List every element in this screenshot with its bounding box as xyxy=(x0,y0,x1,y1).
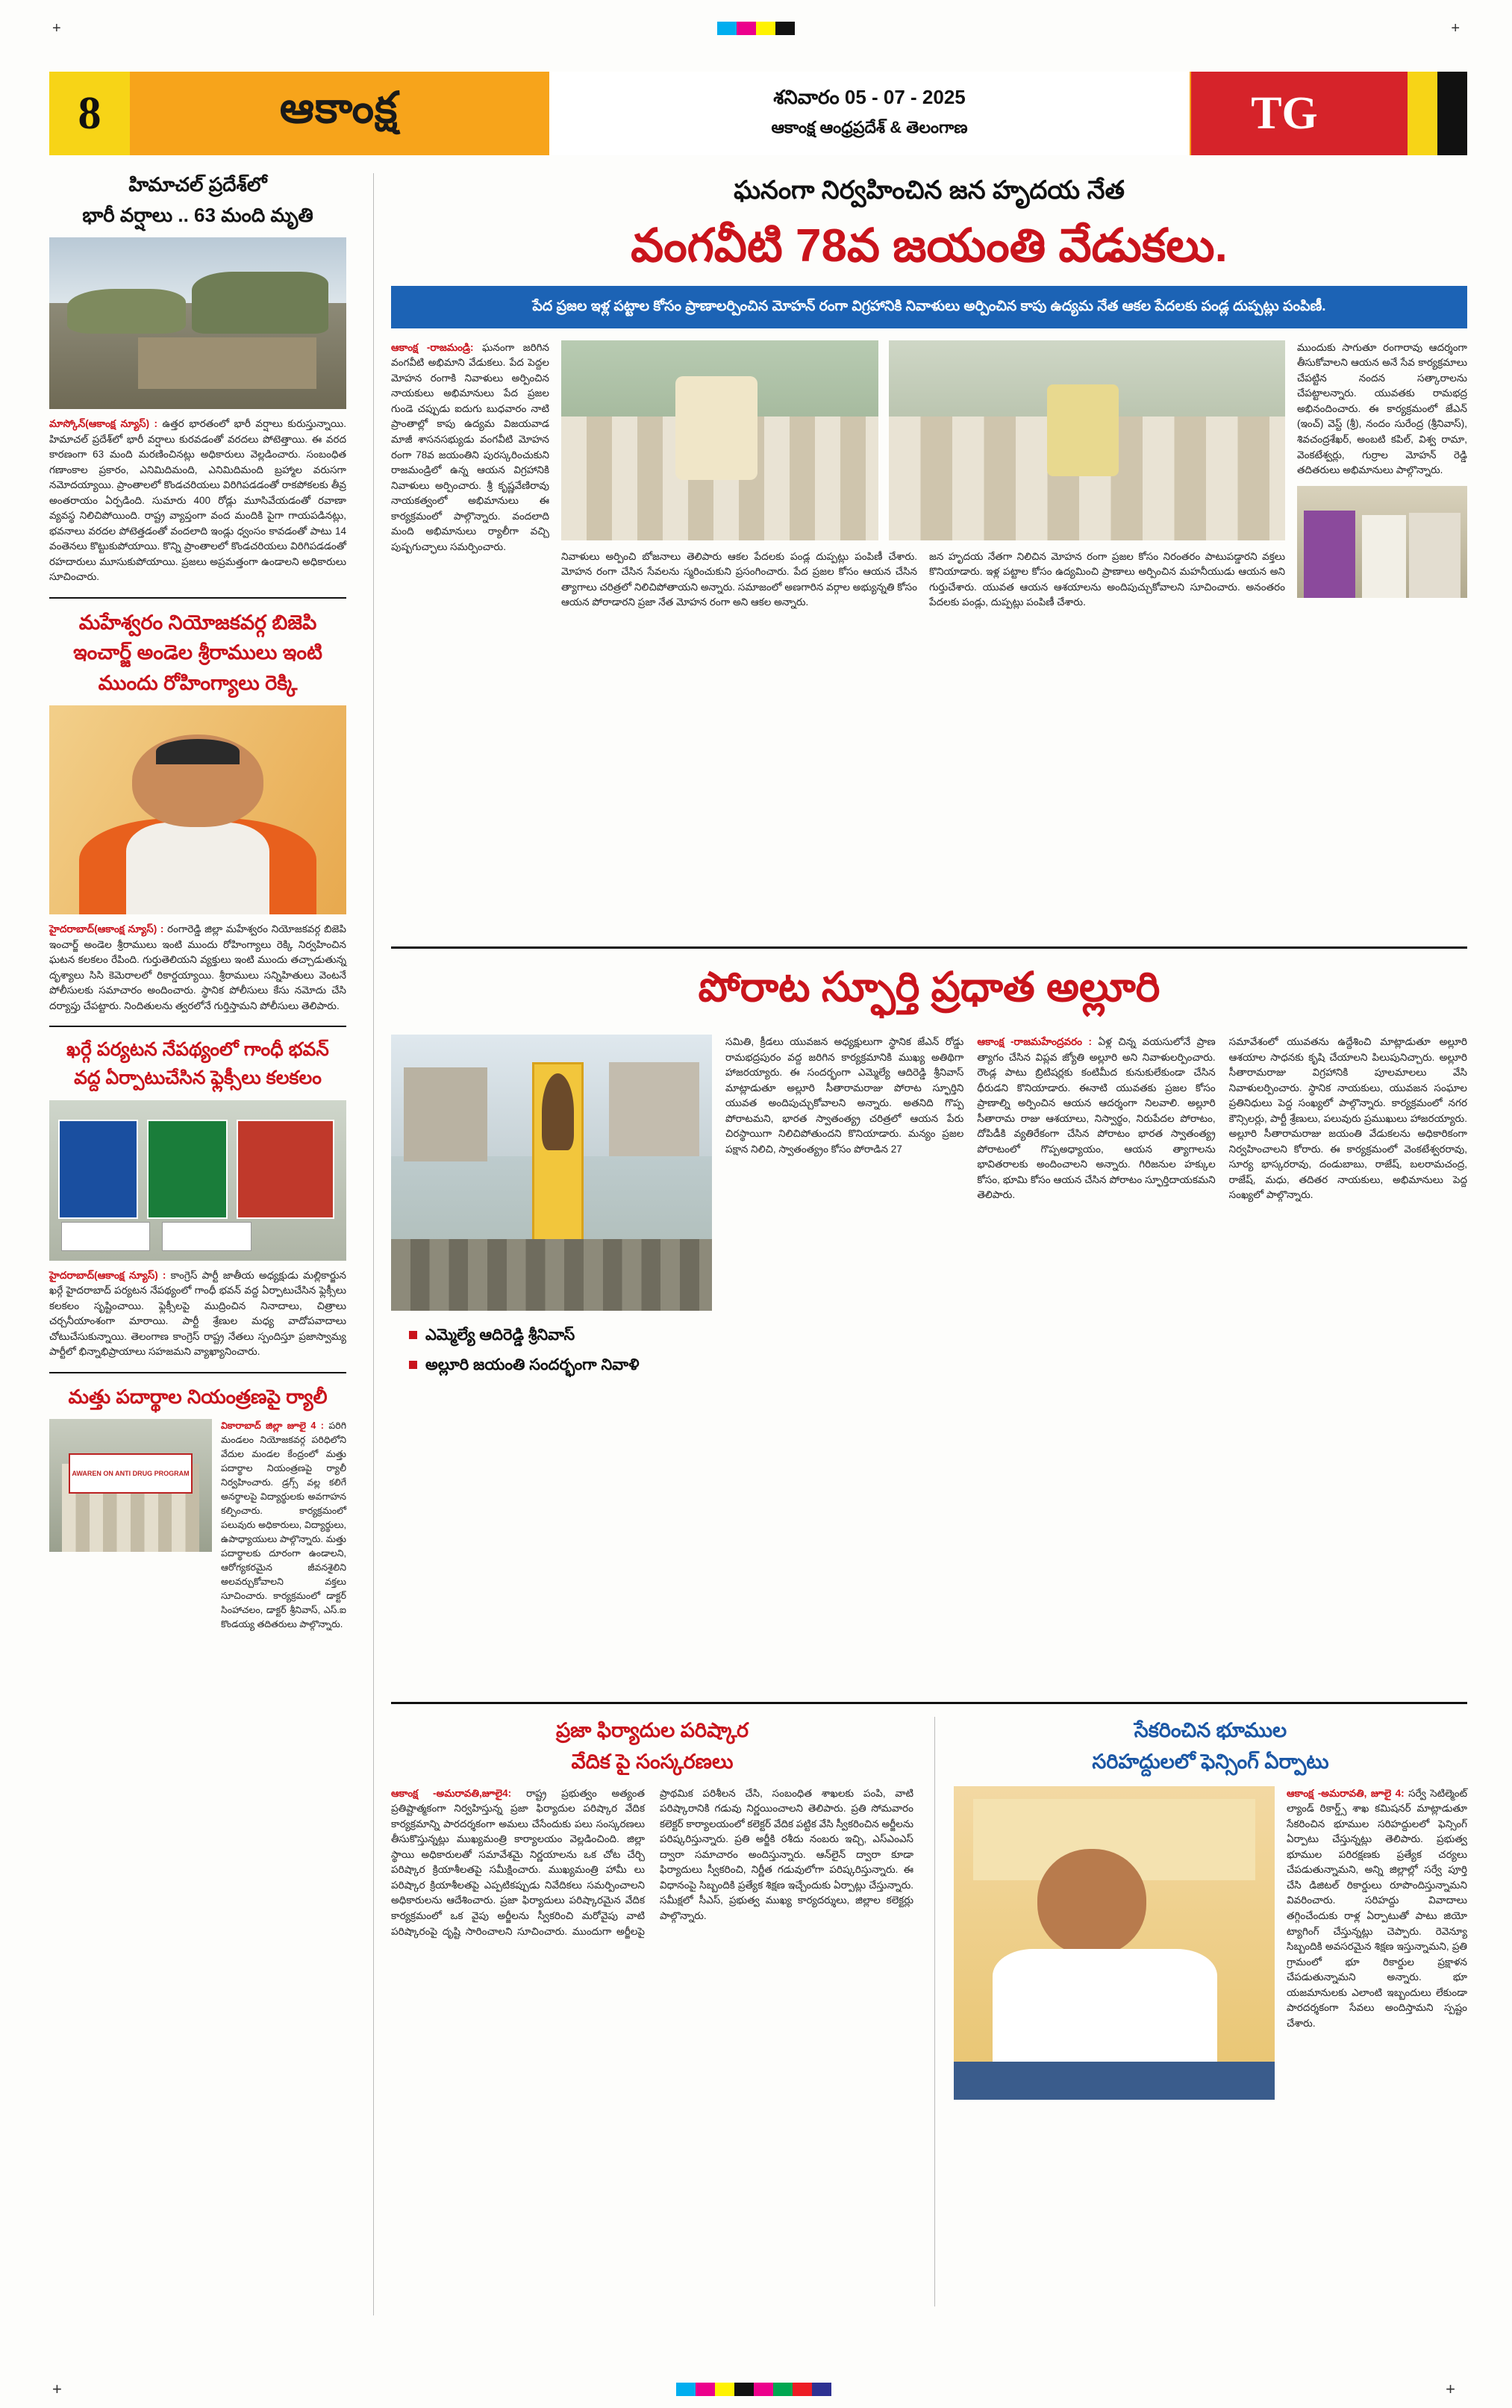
story-gandhi-bhavan-flex xyxy=(49,1038,346,1360)
story-rally-body-top xyxy=(221,1419,346,1632)
feature-col-2 xyxy=(977,1035,1215,1385)
grievance-headline-1: ప్రజా ఫిర్యాదుల పరిష్కార xyxy=(555,1719,749,1741)
feature-byline: ఆకాంక్ష -రాజమహేంద్రవరం : xyxy=(977,1036,1092,1047)
feature-col-1 xyxy=(725,1035,963,1385)
lead-col-1-text: ఘనంగా జరిగిన వంగవీటి అభిమాని వేడుకలు. పేద పెద్దల మోహన రంగాకి నివాళులు అర్పించిన నాయకులు అభిమానులు పేద ప్రజల గుండె చప్పుడు ఐదుగు బుధవారం నాటి ప్రాంతాల్లో కాపు ఉద్యమ విజయవాడ మాజీ శాసనసభ్యుడు వంగవీటి మోహన రంగా 78వ జయంతిని పురస్కరించుకుని రాజమండ్రిలో ఉన్న ఆయన విగ్రహానికి నివాళులు అర్పించారు. శ్రీ కృష్ణవేణిరావు నాయకత్వంలో అభిమానులు ఈ కార్యక్రమంలో పాల్గొన్నారు. వందలాది మంది అభిమానులు ర్యాలీగా వచ్చి పుష్పగుచ్ఛాలు సమర్పించారు. xyxy=(391,341,549,552)
story-flex-body xyxy=(49,1268,346,1360)
newspaper-logo xyxy=(130,72,548,155)
story-himachal-headline-2: భారీ వర్షాలు .. 63 మంది మృతి xyxy=(82,204,313,227)
fencing-body xyxy=(1287,1786,1467,2100)
masthead xyxy=(49,72,1467,155)
feature-alluri xyxy=(391,963,1467,1385)
fencing-headline-2: సరిహద్దులలో ఫెన్సింగ్ ఏర్పాటు xyxy=(1092,1750,1329,1774)
story-bjp-headline-2: ఇంచార్జ్ అండెల శ్రీరాములు ఇంటి xyxy=(73,641,322,664)
story-himachal-headline-1: హిమాచల్ ప్రదేశ్‌లో xyxy=(128,173,267,196)
story-flex-headline-1: ఖర్గే పర్యటన నేపథ్యంలో గాంధీ భవన్ xyxy=(66,1039,329,1061)
rally-banner-text: AWAREN ON ANTI DRUG PROGRAM xyxy=(72,1469,190,1477)
bjp-leader-portrait xyxy=(49,705,346,914)
anti-drug-rally-photo xyxy=(49,1419,212,1552)
story-bjp-headline-3: ముందు రోహింగ్యాలు రెక్కి xyxy=(98,671,298,694)
story-bjp-recce xyxy=(49,609,346,1014)
story-rally-byline: వికారాబాద్ జిల్లా జూలై 4 : xyxy=(221,1420,324,1431)
fencing-byline: ఆకాంక్ష -అమరావతి, జూలై 4: xyxy=(1287,1787,1405,1799)
story-land-fencing xyxy=(954,1717,1467,2100)
alluri-statue-procession-photo xyxy=(391,1035,712,1311)
feature-bullet-1: ఎమ్మెల్యే ఆదిరెడ్డి శ్రీనివాస్ xyxy=(409,1324,712,1347)
region-code: TG xyxy=(1191,72,1378,155)
story-rally-headline: మత్తు పదార్థాల నియంత్రణపై ర్యాలీ xyxy=(68,1385,328,1408)
left-column xyxy=(49,172,346,1632)
lead-byline: ఆకాంక్ష -రాజమండ్రి: xyxy=(391,341,474,353)
logo-text: ఆకాంక్ష xyxy=(279,84,399,132)
feature-bullet-2: అల్లూరి జయంతి సందర్భంగా నివాళి xyxy=(409,1354,712,1376)
color-registration-chips xyxy=(1378,72,1467,155)
story-anti-drug-rally xyxy=(49,1384,346,1632)
lead-subhead: పేద ప్రజల ఇళ్ల పట్టాల కోసం ప్రాణాలర్పించిన మోహన్ రంగా విగ్రహానికి నివాళులు అర్పించిన కాపు ఉద్యమ నేత ఆకల పేదలకు పండ్ల దుప్పట్లు పంపిణీ. xyxy=(391,286,1467,328)
lead-col-1 xyxy=(391,340,549,611)
grievance-text: రాష్ట్ర ప్రభుత్వం అత్యంత ప్రతిష్టాత్మకంగా నిర్వహిస్తున్న ప్రజా ఫిర్యాదుల పరిష్కార వేదిక కార్యక్రమాన్ని పారదర్శకంగా అమలు చేసేందుకు పలు సంస్కరణలు తీసుకొస్తున్నట్లు ముఖ్యమంత్రి కార్యాలయం వెల్లడించింది. జిల్లా స్థాయి అధికారులతో సమావేశమై నిర్ణయాలను ఒక చోట చేర్చి పరిష్కార క్రియాశీలతపై సమీక్షించారు. ముఖ్యమంత్రి హామీ లు పరిష్కార క్రియాశీలతపై ఎప్పటికప్పుడు నివేదికలు సమర్పించాలని అధికారులను ఆదేశించారు. ప్రజా ఫిర్యాదులు పరిష్కారమైన వేదిక కార్యక్రమంలో ఒక వైపు అర్జీలను స్వీకరించి మరోవైపు వాటి పరిష్కారంపై దృష్టి సారించాలని సూచించారు. ముందుగా అర్జీలపై ప్రాథమిక పరిశీలన చేసి, సంబంధిత శాఖలకు పంపి, వాటి పరిష్కారానికి గడువు నిర్ణయించాలని తెలిపారు. ప్రతి సోమవారం కలెక్టర్ కార్యాలయంలో కలెక్టర్ వేదిక పట్టిక వేసి స్వీకరించిన అర్జీలను పరిష్కరిస్తున్నారు. ప్రతి అర్జీకి రశీదు నంబరు ఇచ్చి, ఎస్ఎంఎస్ ద్వారా సమాచారం అందిస్తున్నారు. ఆన్‌లైన్ ద్వారా కూడా ఫిర్యాదులు స్వీకరించి, నిర్ణీత గడువులోగా పరిష్కరిస్తున్నారు. ఈ విధానంపై సిబ్బందికి ప్రత్యేక శిక్షణ ఇచ్చేందుకు ఏర్పాట్లు చేస్తున్నారు. సమీక్షలో సీఎస్, ప్రభుత్వ ముఖ్య కార్యదర్శులు, జిల్లాల కలెక్టర్లు పాల్గొన్నారు. xyxy=(391,1787,913,1937)
flex-banners-photo xyxy=(49,1100,346,1261)
page-number: 8 xyxy=(49,72,130,155)
feature-col-2-text: ఏళ్ల చిన్న వయసులోనే ప్రాణ త్యాగం చేసిన విప్లవ జ్యోతి అల్లూరి అని నివాళులర్పించారు. రౌండ్ల పాటు బ్రిటిషర్లకు కంటిమీద కునుకులేకుండా చేసిన ధీరుడని కొనియాడారు. ఈనాటి యువతకు ప్రజల కోసం ప్రాణాల్ని అర్పించిన ఆయన ఆదర్శంగా నిలవాలి. అల్లూరి సీతారామ రాజు ఆశయాలు, నిస్వార్థం, నిరుపేదల పోరాటం, దోపిడీకి వ్యతిరేకంగా చేసిన పోరాటం భారత స్వాతంత్య్ర పోరాటంలో గొప్పఅధ్యాయం, ఆయన త్యాగాలను భావితరాలకు అందించాలని అన్నారు. గిరిజనుల హక్కుల కోసం, భూమి కోసం ఆయన చేసిన పోరాటం స్ఫూర్తిదాయకమని తెలిపారు. xyxy=(977,1036,1216,1201)
story-himachal-body xyxy=(49,417,346,585)
story-bjp-body xyxy=(49,922,346,1014)
feature-col-1-text: సమితి, క్రీడలు యువజన అధ్యక్షులుగా స్థానిక జేఎన్ రోడ్డు రామభద్రపురం వద్ద జరిగిన కార్యక్రమానికి ముఖ్య అతిథిగా హాజరయ్యారు. ఈ సందర్భంగా ఎమ్మెల్యే ఆదిరెడ్డి శ్రీనివాస్ మాట్లాడుతూ అల్లూరి సీతారామరాజు పోరాట స్ఫూర్తిని యువత అందిపుచ్చుకోవాలని అన్నారు. అతనిది గొప్ప పోరాటమని, భారత స్వాతంత్య్ర చరిత్రలో ఆయన పేరు చిరస్థాయిగా నిలిచిపోతుందని కొనియాడారు. మన్యం ప్రజల పక్షాన నిలిచి, స్వాతంత్య్రం కోసం పోరాడిన 27 xyxy=(725,1036,964,1155)
edition-line: ఆకాంక్ష ఆంధ్రప్రదేశ్ & తెలంగాణ xyxy=(771,118,968,137)
vangaveeti-garlanding-photo xyxy=(561,340,878,540)
lead-story xyxy=(391,176,1467,611)
lead-col-4: ముందుకు సాగుతూ రంగారావు ఆదర్శంగా తీసుకోవాలని ఆయన అనే సేవ కార్యక్రమాలు చేపట్టిన నందన సత్కారాలను చేపట్టాలన్నారు. యువతకు రామభద్ర అభినందించారు. ఈ కార్యక్రమంలో జేఎన్ (ఇంచ్) వెస్ట్ (శ్రీ), నందం సురేంద్ర (శ్రీనివాస్), శివచంద్రశేఖర్, అంబటి కపిల్, విశ్వ రామా, వెంకటేశ్వర్లు, గుర్రాల మోహన్ రెడ్డి తదితరులు అభిమానులు పాల్గొన్నారు. xyxy=(1297,341,1467,476)
top-registration-bar: + + xyxy=(52,20,1460,37)
story-himachal xyxy=(49,172,346,585)
feature-col-3: సమావేశంలో యువతను ఉద్దేశించి మాట్లాడుతూ అల్లూరి ఆశయాల సాధనకు కృషి చేయాలని పిలుపునిచ్చారు. అల్లూరి సీతారామరాజు విగ్రహానికి పూలమాలలు వేసి నివాళులర్పించారు. స్థానిక నాయకులు, యువజన సంఘాల ప్రతినిధులు పెద్ద సంఖ్యలో పాల్గొన్నారు. కార్యక్రమంలో నగర కౌన్సిలర్లు, పార్టీ శ్రేణులు, పలువురు ప్రముఖులు హాజరయ్యారు. అల్లూరి సీతారామరాజు జయంతి వేడుకలను అధికారికంగా నిర్వహించాలని కోరారు. ఈ కార్యక్రమంలో వెంకటేశ్వరరావు, సూర్య భాస్కరరావు, దండుబాబు, రాజేష్, బలరామచంద్ర, రాజేష్, మధు, తదితర నాయకులు, అభిమానులు పెద్ద సంఖ్యలో పాల్గొన్నారు. xyxy=(1228,1036,1467,1201)
story-flex-headline-2: వద్ద ఏర్పాటుచేసిన ఫ్లెక్సీలు కలకలం xyxy=(74,1067,322,1089)
vangaveeti-group-photo xyxy=(889,340,1285,540)
story-flex-text: కాంగ్రెస్ పార్టీ జాతీయ అధ్యక్షుడు మల్లికార్జున ఖర్గే హైదరాబాద్ పర్యటన నేపథ్యంలో గాంధీ భవన్ వద్ద ఏర్పాటుచేసిన ఫ్లెక్సీలు కలకలం సృష్టించాయి. ఫ్లెక్సీలపై ముద్రించిన నినాదాలు, చిత్రాలు చర్చనీయాంశంగా మారాయి. పార్టీ శ్రేణుల మధ్య వాదోపవాదాలు చోటుచేసుకున్నాయి. తెలంగాణ కాంగ్రెస్ రాష్ట్ర నేతలు స్పందిస్తూ ప్రజాస్వామ్య పార్టీలో భిన్నాభిప్రాయాలు సహజమని వ్యాఖ్యానించారు. xyxy=(49,1269,346,1358)
story-grievance-reforms xyxy=(391,1717,913,1939)
masthead-date-block xyxy=(548,72,1191,155)
column-divider-2 xyxy=(934,1717,935,2306)
fencing-headline-1: సేకరించిన భూముల xyxy=(1134,1719,1287,1741)
story-flex-byline: హైదరాబాద్(ఆకాంక్ష న్యూస్) : xyxy=(49,1269,166,1281)
feature-bullets xyxy=(391,1324,712,1377)
lead-headline: వంగవీటి 78వ జయంతి వేడుకలు. xyxy=(631,220,1228,272)
story-himachal-text: ఉత్తర భారతంలో భారీ వర్షాలు కురుస్తున్నాయి. హిమాచల్ ప్రదేశ్‌లో భారీ వర్షాలు కురవడంతో వరదలు పోటెత్తాయి. ఈ వరద కారణంగా 63 మంది మరణించినట్లు అధికారులు వెల్లడించారు. సంబంధిత గణాంకాల ప్రకారం, ఎనిమిదిమంది, ఎనిమిదిమంది బ్రహ్మాల వరుసగా నమోదయ్యాయి. ప్రాంతాలలో కొండచరియలు విరిగిపడడంతో రాకపోకలకు తీవ్ర అంతరాయం ఏర్పడింది. సుమారు 400 రోడ్లు మూసివేయడంతో రవాణా వ్యవస్థ నిలిచిపోయింది. రాష్ట్ర వ్యాప్తంగా వంద మందికి పైగా గాయపడినట్లు, భవనాలు వరదల పోటెత్తడంతో వందలాది ఇండ్లు ధ్వంసం కావడంతో పాటు 14 వంతెనలు కొట్టుకుపోయాయి. కొన్ని ప్రాంతాలలో కొండచరియలు విరిగిపడడంతో రహదారులు మూసుకుపోయాయి. ప్రజలు అప్రమత్తంగా ఉండాలని అధికారులు సూచించారు. xyxy=(49,418,346,583)
story-bjp-headline-1: మహేశ్వరం నియోజకవర్గ బిజెపి xyxy=(78,611,317,634)
grievance-byline: ఆకాంక్ష -అమరావతి,జూలై4: xyxy=(391,1787,512,1799)
fencing-text: సర్వే సెటిల్మెంట్ ల్యాండ్ రికార్డ్స్ శాఖ కమిషనర్ మాట్లాడుతూ సేకరించిన భూముల సరిహద్దులలో ఫెన్సింగ్ ఏర్పాటు చేస్తున్నట్లు తెలిపారు. ప్రభుత్వ భూముల పరిరక్షణకు ప్రత్యేక చర్యలు చేపడుతున్నామని, అన్ని జిల్లాల్లో సర్వే పూర్తి చేసి డిజిటల్ రికార్డులు రూపొందిస్తున్నామని వివరించారు. సరిహద్దు వివాదాలు తగ్గించేందుకు రాళ్ల ఏర్పాటుతో పాటు జియో ట్యాగింగ్ చేస్తున్నట్లు చెప్పారు. రెవెన్యూ సిబ్బందికి అవసరమైన శిక్షణ ఇస్తున్నామని, ప్రతి గ్రామంలో భూ రికార్డుల ప్రక్షాళన చేపడుతున్నామని అన్నారు. భూ యజమానులకు ఎలాంటి ఇబ్బందులు లేకుండా పారదర్శకంగా సేవలు అందిస్తామని స్పష్టం చేశారు. xyxy=(1287,1787,1467,2029)
grievance-headline-2: వేదిక పై సంస్కరణలు xyxy=(571,1750,734,1774)
distribution-photo xyxy=(1297,486,1467,598)
landslide-photo xyxy=(49,237,346,409)
issue-date: శనివారం 05 - 07 - 2025 xyxy=(773,86,966,108)
lead-col-3: జన హృదయ నేతగా నిలిచిన మోహన రంగా ప్రజల కోసం నిరంతరం పాటుపడ్డారని వక్తలు కొనియాడారు. ఇళ్ల పట్టాల కోసం ఉద్యమించి ప్రాణాలు అర్పించిన మహనీయుడు ఆయన అని గుర్తుచేశారు. యువత ఆయన ఆశయాలను అందిపుచ్చుకోవాలని సూచించారు. అనంతరం పేదలకు పండ్లు, దుప్పట్లు పంపిణీ చేశారు. xyxy=(929,550,1285,608)
official-interview-photo xyxy=(954,1786,1275,2100)
cmyk-color-bar xyxy=(676,2383,831,2396)
feature-headline: పోరాట స్ఫూర్తి ప్రధాత అల్లూరి xyxy=(698,964,1160,1010)
story-rally-text: పరిగి మండలం నియోజకవర్గ పరిధిలోని వేదుల మండల కేంద్రంలో మత్తు పదార్థాల నియంత్రణపై ర్యాలీ నిర్వహించారు. డ్రగ్స్ వల్ల కలిగే అనర్థాలపై విద్యార్థులకు అవగాహన కల్పించారు. కార్యక్రమంలో పలువురు అధికారులు, విద్యార్థులు, ఉపాధ్యాయులు పాల్గొన్నారు. మత్తు పదార్థాలకు దూరంగా ఉండాలని, ఆరోగ్యకరమైన జీవనశైలిని అలవర్చుకోవాలని వక్తలు సూచించారు. కార్యక్రమంలో డాక్టర్ సింహాచలం, డాక్టర్ శ్రీనివాస్, ఎస్.ఐ కొండయ్య తదితరులు పాల్గొన్నారు. xyxy=(221,1420,346,1629)
story-bjp-byline: హైదరాబాద్(ఆకాంక్ష న్యూస్) : xyxy=(49,923,164,935)
column-divider-1 xyxy=(373,173,374,2315)
section-divider-2 xyxy=(391,1702,1467,1704)
lead-kicker: ఘనంగా నిర్వహించిన జన హృదయ నేత xyxy=(734,176,1125,205)
lead-col-2: నివాళులు అర్పించి బోజనాలు తెలిపారు ఆకల పేదలకు పండ్ల దుప్పట్లు పంపిణీ చేశారు. మోహన రంగా చేసిన సేవలను స్మరించుకుని ప్రసంగించారు. పేద ప్రజల కోసం ఆయన చేసిన త్యాగాలు చరిత్రలో నిలిచిపోతాయని అన్నారు. సమాజంలో అణగారిన వర్గాల అభ్యున్నతి కోసం ఆయన పోరాడారని ప్రజా నేత మోహన రంగా అని ఆకల అన్నారు. xyxy=(561,550,917,608)
grievance-body xyxy=(391,1786,913,1939)
story-bjp-text: రంగారెడ్డి జిల్లా మహేశ్వరం నియోజకవర్గ బిజెపి ఇంచార్జ్ అండెల శ్రీరాములు ఇంటి ముందు రోహింగ్యాలు రెక్కి నిర్వహించిన ఘటన కలకలం రేపింది. గుర్తుతెలియని వ్యక్తులు ఇంటి ముందు తచ్చాడుతున్న దృశ్యాలు సిసి కెమెరాలలో రికార్డయ్యాయి. శ్రీరాములు సన్నిహితులు వెంటనే పోలీసులకు సమాచారం అందించారు. స్థానిక పోలీసులు కేసు నమోదు చేసి దర్యాప్తు చేపట్టారు. నిందితులను త్వరలోనే గుర్తిస్తామని పోలీసులు తెలిపారు. xyxy=(49,923,346,1011)
bottom-registration-bar: + + xyxy=(52,2380,1455,2398)
story-himachal-byline: మాస్కోన్(ఆకాంక్ష న్యూస్) : xyxy=(49,418,158,430)
section-divider-1 xyxy=(391,946,1467,949)
